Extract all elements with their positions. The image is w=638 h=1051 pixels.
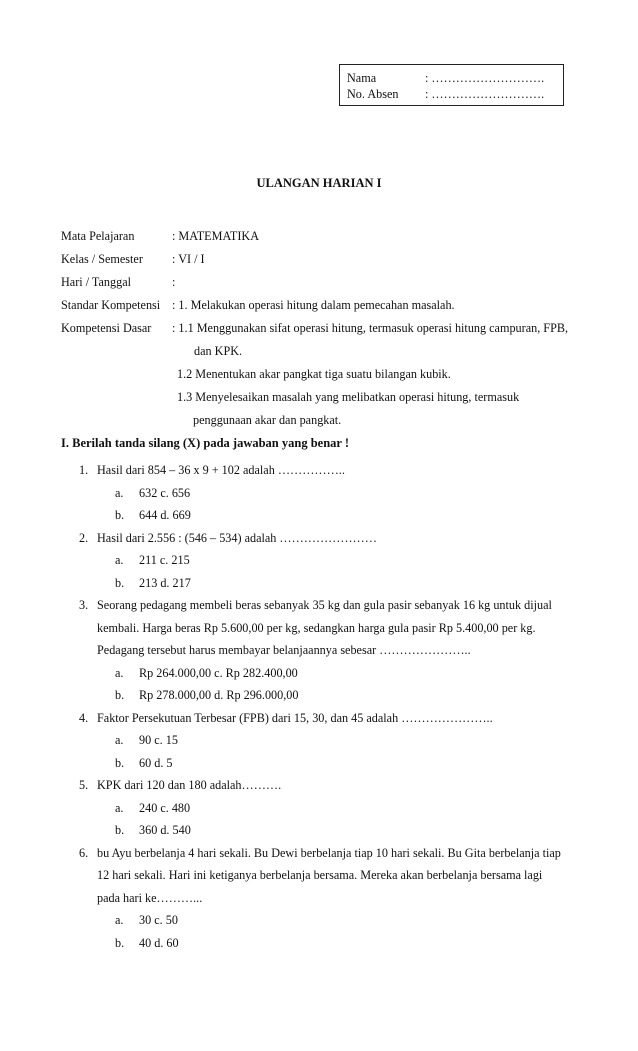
kd-line-1: : 1.1 Menggunakan sifat operasi hitung, termasuk operasi hitung campuran, FPB, [172,321,569,335]
answer-option[interactable] [79,729,599,752]
question-first-line [79,527,599,550]
option-text: Rp 278.000,00 d. Rp 296.000,00 [139,688,299,702]
answer-option[interactable] [79,684,599,707]
info-row-kd [61,317,601,432]
question-number: 2. [79,530,89,545]
question-2 [79,527,599,595]
option-letter: a. [115,913,124,927]
answer-option[interactable] [79,572,599,595]
option-text: 240 c. 480 [139,800,191,815]
option-letter: b. [115,823,125,837]
question-text: Hasil dari 854 – 36 x 9 + 102 adalah …………….. [97,463,345,477]
sk-label: Standar Kompetensi [61,298,161,312]
question-number: 6. [79,845,89,860]
kd-line-2: 1.2 Menentukan akar pangkat tiga suatu bilangan kubik. [177,367,451,381]
question-first-line [79,774,599,797]
kelas-value: : VI / I [172,252,205,266]
question-text-cont: pada hari ke………... [97,890,203,905]
question-text: Faktor Persekutuan Terbesar (FPB) dari 15, 30, dan 45 adalah ………………….. [97,710,493,725]
kelas-label: Kelas / Semester [61,252,143,266]
info-row-hari [61,271,601,294]
hari-value: : [172,275,176,289]
answer-option[interactable] [79,819,599,842]
mapel-value: : MATEMATIKA [172,229,259,243]
info-row-mapel [61,225,601,248]
option-letter: a. [115,665,124,680]
option-letter: b. [115,935,125,950]
question-first-line [79,459,599,482]
absen-label: No. Absen [347,87,399,101]
answer-option[interactable] [79,752,599,775]
question-5 [79,774,599,842]
name-blank: : ………………………. [425,71,545,85]
question-number: 3. [79,598,89,612]
absen-blank: : ………………………. [425,87,545,101]
option-letter: a. [115,553,124,567]
name-label: Nama [347,71,377,85]
question-first-line [79,594,599,617]
question-number: 1. [79,463,89,477]
kd-label: Kompetensi Dasar [61,321,152,335]
answer-option[interactable] [79,549,599,572]
mapel-label: Mata Pelajaran [61,229,135,243]
option-text: 60 d. 5 [139,755,173,770]
question-number: 5. [79,778,89,792]
question-text-cont: kembali. Harga beras Rp 5.600,00 per kg, sedangkan harga gula pasir Rp 5.400,00 per kg. [97,620,536,635]
option-text: 360 d. 540 [139,823,191,837]
question-3 [79,594,599,707]
option-letter: b. [115,508,125,522]
option-letter: b. [115,575,125,590]
option-letter: b. [115,688,125,702]
kd-line-1-cont: dan KPK. [194,344,243,358]
question-6 [79,842,599,955]
option-text: 644 d. 669 [139,508,191,522]
kd-value [172,317,568,432]
option-text: 40 d. 60 [139,935,179,950]
answer-option[interactable] [79,482,599,505]
hari-label: Hari / Tanggal [61,275,131,289]
option-text: 90 c. 15 [139,733,178,747]
answer-option[interactable] [79,662,599,685]
option-text: 30 c. 50 [139,913,178,927]
option-letter: b. [115,755,125,770]
absen-row [347,86,563,102]
question-list [79,459,599,954]
question-first-line [79,707,599,730]
option-text: 213 d. 217 [139,575,191,590]
option-letter: a. [115,800,124,815]
exam-info [61,225,601,432]
option-letter: a. [115,485,124,500]
question-1 [79,459,599,527]
question-number: 4. [79,710,89,725]
question-text: Seorang pedagang membeli beras sebanyak 35 kg dan gula pasir sebanyak 16 kg untuk dijual [97,598,552,612]
question-text: KPK dari 120 dan 180 adalah………. [97,778,282,792]
student-info-box [339,64,564,106]
answer-option[interactable] [79,504,599,527]
question-first-line [79,842,599,865]
sk-value: : 1. Melakukan operasi hitung dalam pemecahan masalah. [172,298,455,312]
question-text-cont: Pedagang tersebut harus membayar belanjaannya sebesar ………………….. [97,643,471,657]
question-text: Hasil dari 2.556 : (546 – 534) adalah …………………… [97,530,377,545]
kd-line-3-cont: penggunaan akar dan pangkat. [193,413,342,427]
info-row-kelas [61,248,601,271]
question-text-cont: 12 hari sekali. Hari ini ketiganya berbelanja bersama. Mereka akan berbelanja bersama lagi [97,868,543,882]
option-text: Rp 264.000,00 c. Rp 282.400,00 [139,665,298,680]
answer-option[interactable] [79,797,599,820]
question-text: bu Ayu berbelanja 4 hari sekali. Bu Dewi berbelanja tiap 10 hari sekali. Bu Gita berbelanja tiap [97,845,561,860]
kd-line-3: 1.3 Menyelesaikan masalah yang melibatkan operasi hitung, termasuk [177,390,520,404]
answer-option[interactable] [79,932,599,955]
question-4 [79,707,599,775]
option-text: 211 c. 215 [139,553,190,567]
section-title: I. Berilah tanda silang (X) pada jawaban yang benar ! [61,436,350,450]
info-row-sk [61,294,601,317]
answer-option[interactable] [79,909,599,932]
exam-title: ULANGAN HARIAN I [256,176,382,190]
option-letter: a. [115,733,124,747]
option-text: 632 c. 656 [139,485,191,500]
name-row [347,70,563,86]
